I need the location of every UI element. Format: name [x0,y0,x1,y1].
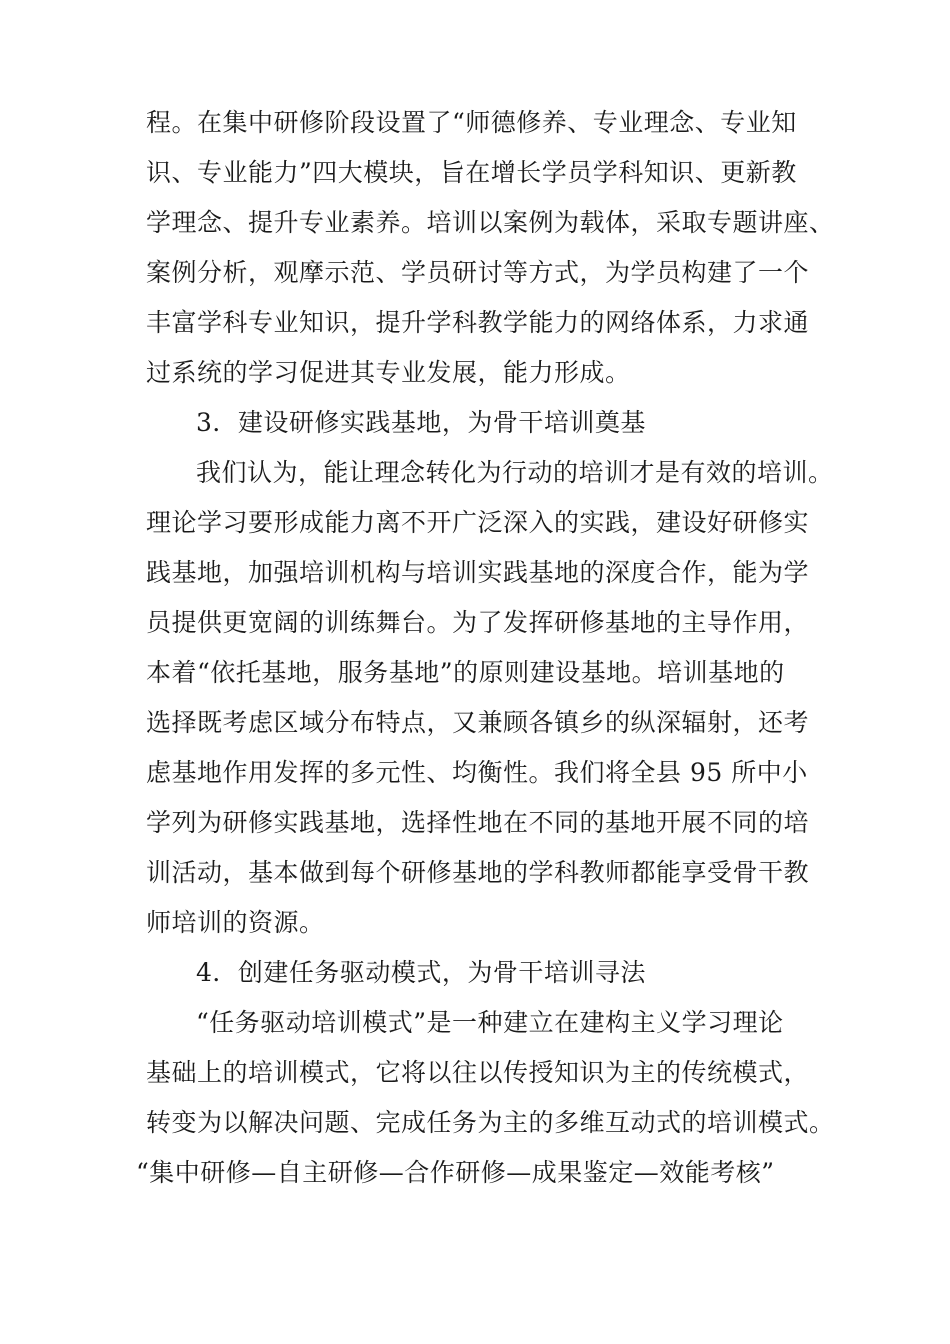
text-line: 员提供更宽阔的训练舞台。为了发挥研修基地的主导作用， [146,608,810,637]
text-line: 学理念、提升专业素养。培训以案例为载体，采取专题讲座、 [146,208,835,237]
text-line: 案例分析，观摩示范、学员研讨等方式，为学员构建了一个 [146,258,810,287]
text-line: 基础上的培训模式，它将以往以传授知识为主的传统模式， [146,1058,810,1087]
text-line: 识、专业能力”四大模块，旨在增长学员学科知识、更新教 [146,158,797,187]
text-line: 理论学习要形成能力离不开广泛深入的实践，建设好研修实 [146,508,810,537]
text-line: 学列为研修实践基地，选择性地在不同的基地开展不同的培 [146,808,810,837]
text-line: “集中研修—自主研修—合作研修—成果鉴定—效能考核” [136,1158,775,1187]
section-heading-3: 3．建设研修实践基地，为骨干培训奠基 [196,408,646,437]
paragraph-start: 我们认为，能让理念转化为行动的培训才是有效的培训。 [196,458,834,487]
text-line: 师培训的资源。 [146,908,325,937]
text-line: 转变为以解决问题、完成任务为主的多维互动式的培训模式。 [146,1108,835,1137]
section-heading-4: 4．创建任务驱动模式，为骨干培训寻法 [196,958,646,987]
text-line: 丰富学科专业知识，提升学科教学能力的网络体系，力求通 [146,308,810,337]
text-line: 程。在集中研修阶段设置了“师德修养、专业理念、专业知 [146,108,797,137]
text-line: 本着“依托基地，服务基地”的原则建设基地。培训基地的 [146,658,785,687]
text-line: 虑基地作用发挥的多元性、均衡性。我们将全县 95 所中小 [146,758,808,787]
text-line: 践基地，加强培训机构与培训实践基地的深度合作，能为学 [146,558,810,587]
paragraph-start: “任务驱动培训模式”是一种建立在建构主义学习理论 [196,1008,784,1037]
text-line: 过系统的学习促进其专业发展，能力形成。 [146,358,631,387]
document-body [136,98,835,1198]
text-line: 选择既考虑区域分布特点，又兼顾各镇乡的纵深辐射，还考 [146,708,810,737]
text-line: 训活动，基本做到每个研修基地的学科教师都能享受骨干教 [146,858,810,887]
